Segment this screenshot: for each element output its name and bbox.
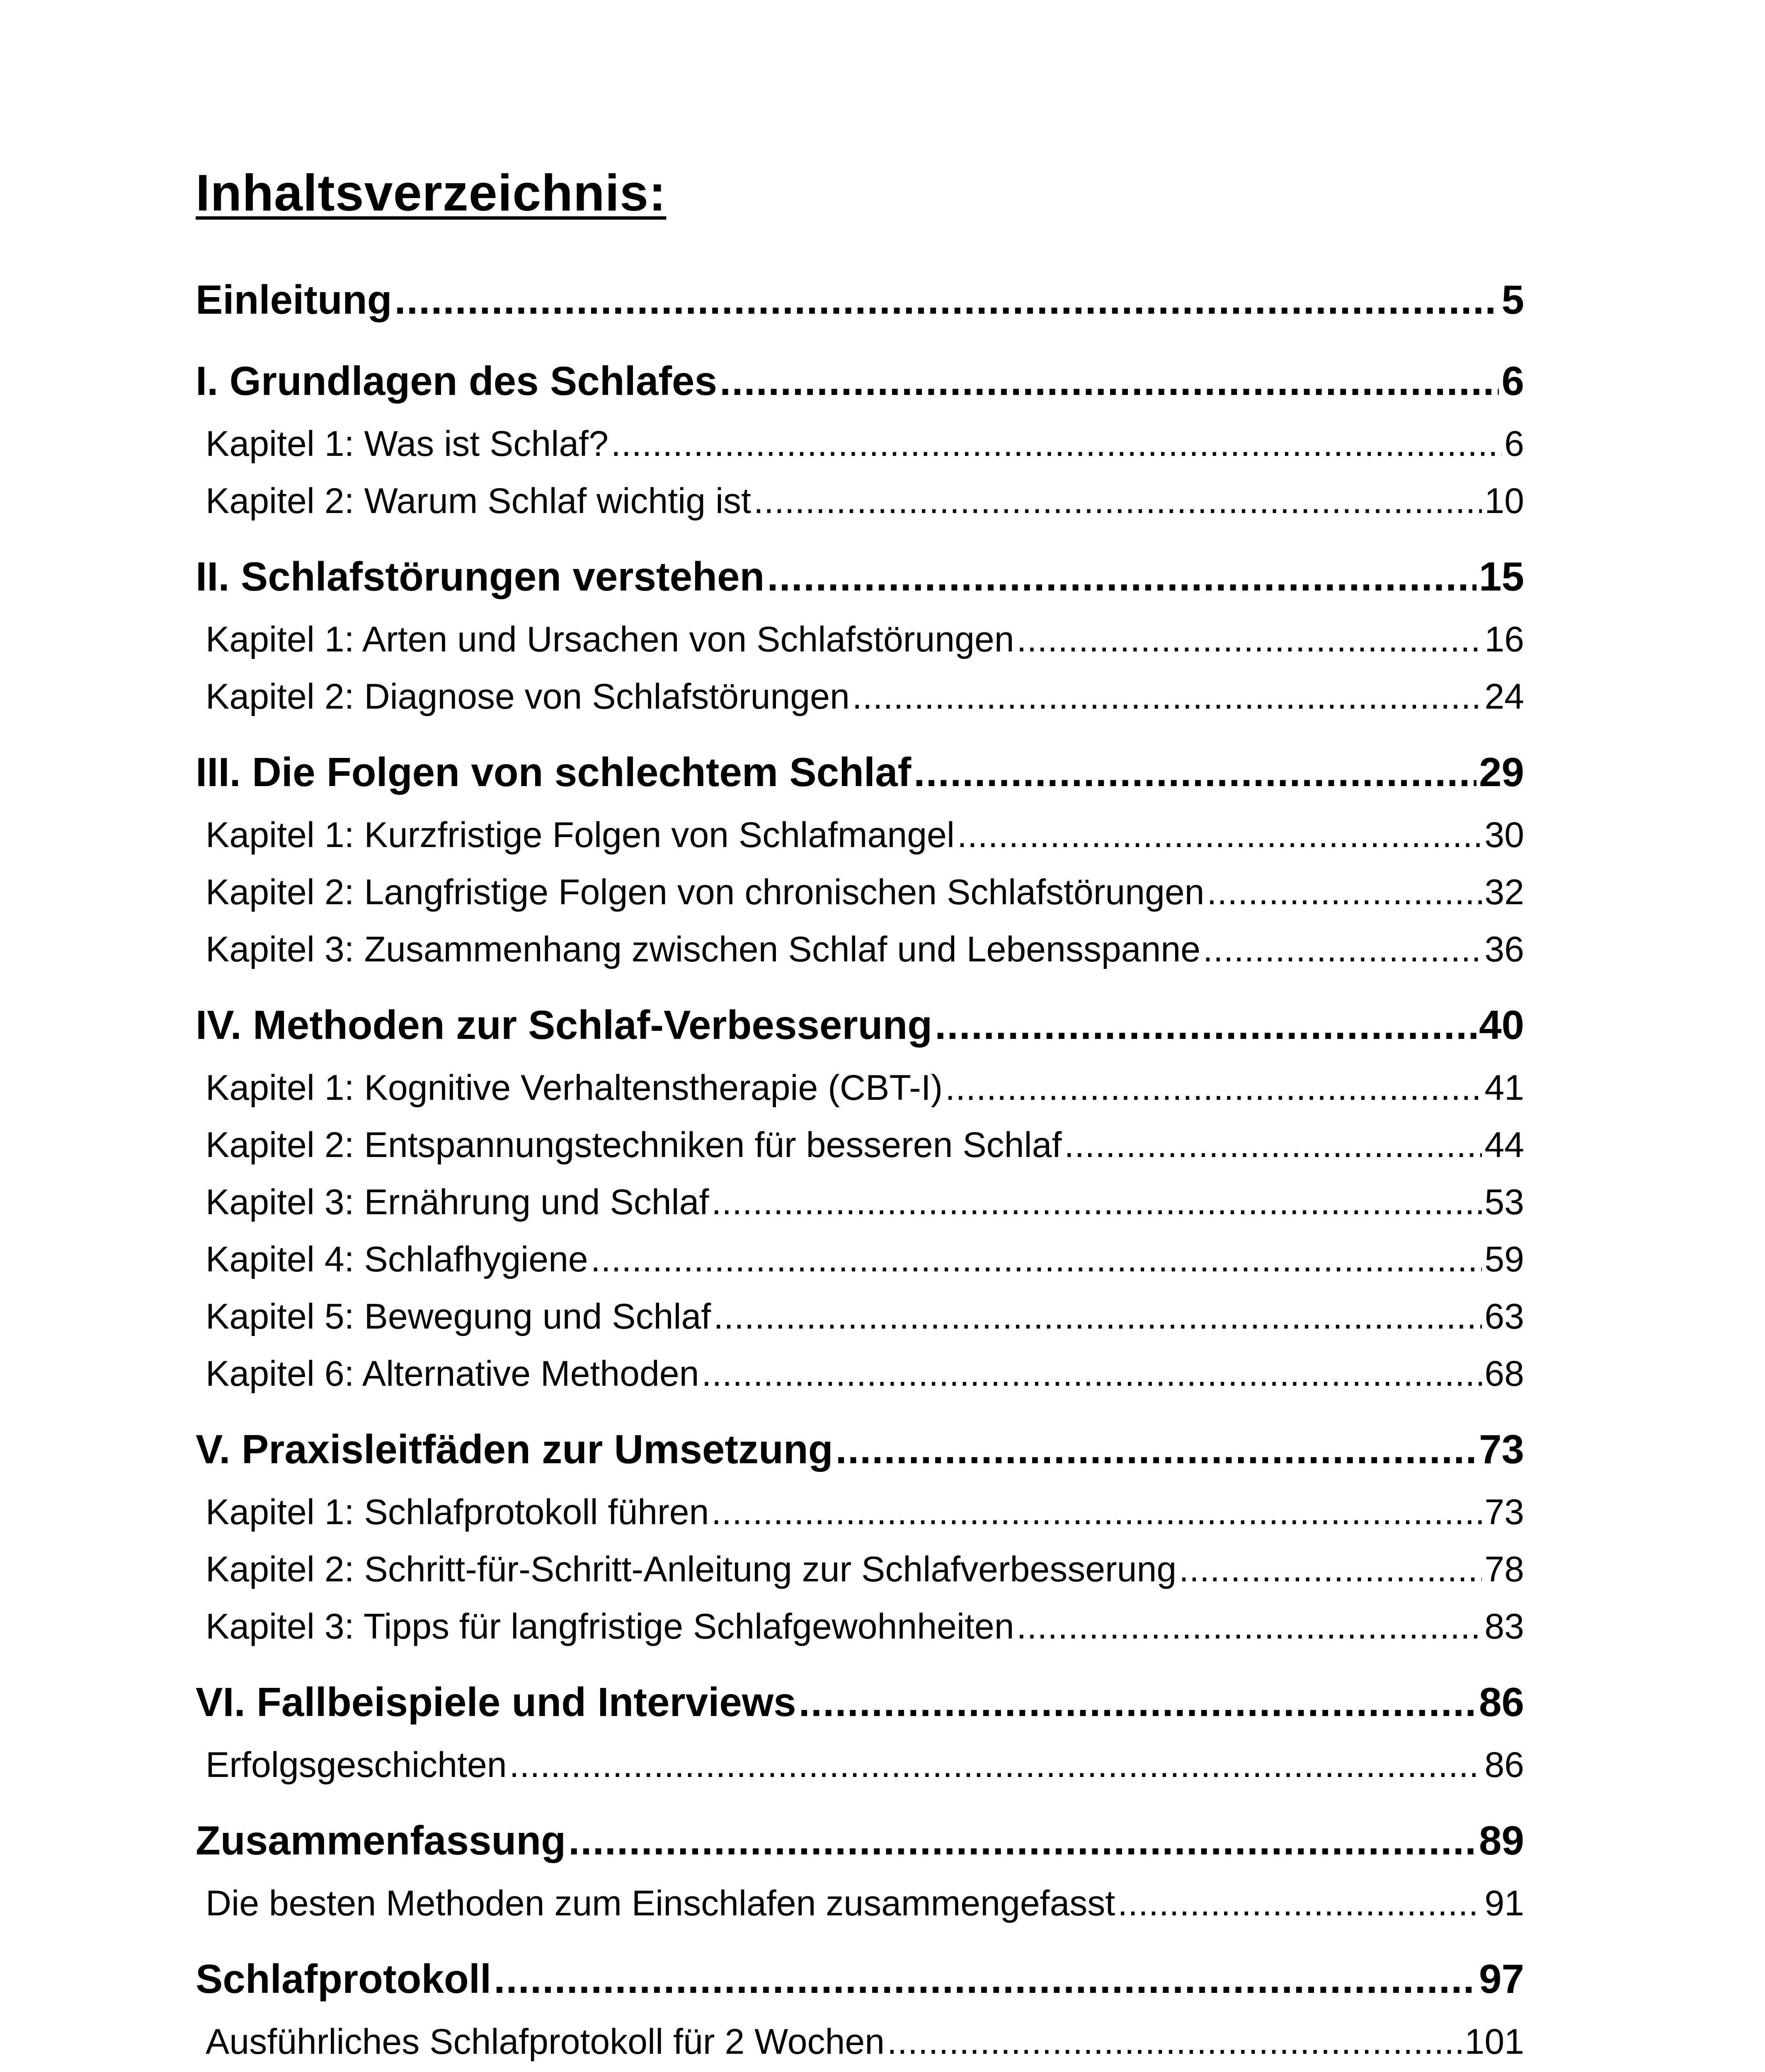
toc-section-entry[interactable] [196,990,1524,1059]
toc-chapter-label: Kapitel 1: Schlafprotokoll führen [206,1492,709,1532]
toc-section-entry[interactable] [196,265,1524,334]
toc-chapter-page: 41 [1484,1068,1524,1108]
toc-chapter-page: 59 [1484,1239,1524,1279]
toc-section-page: 86 [1479,1679,1524,1725]
toc-section-page: 5 [1501,277,1524,322]
toc-chapter-entry[interactable] [196,1598,1524,1655]
toc-chapter-entry[interactable] [196,1059,1524,1116]
toc-section-entry[interactable] [196,542,1524,611]
toc-chapter-entry[interactable] [196,2013,1524,2070]
toc-chapter-entry[interactable] [196,921,1524,978]
toc-chapter-entry[interactable] [196,1736,1524,1794]
toc-chapter-page: 6 [1504,424,1524,464]
toc-title: Inhaltsverzeichnis: [196,165,667,222]
toc-chapter-label: Kapitel 1: Was ist Schlaf? [206,424,609,464]
toc-chapter-entry[interactable] [196,1174,1524,1231]
toc-section-label: Zusammenfassung [196,1818,566,1863]
toc-chapter-entry[interactable] [196,806,1524,864]
toc-chapter-label: Kapitel 5: Bewegung und Schlaf [206,1297,711,1336]
toc-dot-leader [935,990,1476,1059]
toc-chapter-label: Kapitel 2: Schritt-für-Schritt-Anleitung zur Schlafverbesserung [206,1549,1177,1589]
toc-chapter-page: 73 [1484,1492,1524,1532]
toc-chapter-entry[interactable] [196,415,1524,472]
toc-section-entry[interactable] [196,1415,1524,1484]
toc-dot-leader [1203,921,1482,978]
toc-dot-leader [720,346,1499,415]
toc-chapter-label: Kapitel 1: Kurzfristige Folgen von Schlafmangel [206,815,955,855]
toc-chapter-page: 53 [1484,1182,1524,1222]
toc-chapter-entry[interactable] [196,1541,1524,1598]
toc-dot-leader [1064,1116,1482,1174]
toc-dot-leader [568,1806,1476,1875]
toc-chapter-label: Kapitel 2: Diagnose von Schlafstörungen [206,677,850,716]
toc-chapter-page: 30 [1484,815,1524,855]
toc-chapter-label: Kapitel 2: Langfristige Folgen von chronischen Schlafstörungen [206,872,1205,912]
toc-section-page: 73 [1479,1426,1524,1472]
toc-dot-leader [784,2070,1462,2072]
toc-section-label: Schlafprotokoll [196,1956,492,2002]
toc-chapter-label: Kapitel 2: Entspannungstechniken für besseren Schlaf [206,1125,1062,1165]
toc-chapter-entry[interactable] [196,611,1524,668]
toc-chapter-page: 36 [1484,929,1524,969]
toc-dot-leader [914,738,1476,806]
toc-dot-leader [945,1059,1482,1116]
toc-chapter-label: Kapitel 3: Ernährung und Schlaf [206,1182,709,1222]
toc-dot-leader [713,1288,1482,1345]
toc-chapter-page: 91 [1484,1883,1524,1923]
table-of-contents [196,265,1524,2072]
toc-chapter-label: Kapitel 3: Tipps für langfristige Schlafgewohnheiten [206,1607,1014,1646]
toc-section-entry[interactable] [196,1668,1524,1736]
toc-chapter-label: Ausführliches Schlafprotokoll für 2 Wochen [206,2022,885,2062]
toc-section-page: 89 [1479,1818,1524,1863]
toc-chapter-label: Kapitel 1: Arten und Ursachen von Schlafstörungen [206,620,1014,659]
toc-dot-leader [754,472,1482,530]
toc-chapter-label: Erfolgsgeschichten [206,1745,507,1785]
toc-section-page: 15 [1479,554,1524,599]
toc-dot-leader [799,1668,1476,1736]
toc-chapter-entry[interactable] [196,472,1524,530]
toc-chapter-page: 44 [1484,1125,1524,1165]
toc-section-label: Einleitung [196,277,392,322]
toc-chapter-label: Kapitel 6: Alternative Methoden [206,1354,699,1394]
toc-chapter-page: 78 [1484,1549,1524,1589]
toc-section-label: VI. Fallbeispiele und Interviews [196,1679,796,1725]
toc-chapter-entry[interactable] [196,668,1524,725]
toc-dot-leader [591,1231,1482,1288]
toc-section-label: V. Praxisleitfäden zur Umsetzung [196,1426,833,1472]
toc-dot-leader [494,1944,1476,2013]
toc-chapter-entry[interactable] [196,864,1524,921]
toc-chapter-label: Kapitel 3: Zusammenhang zwischen Schlaf und Lebensspanne [206,929,1200,969]
toc-chapter-page: 10 [1484,481,1524,521]
toc-chapter-entry[interactable] [196,1345,1524,1402]
toc-chapter-entry[interactable] [196,1116,1524,1174]
toc-dot-leader [957,806,1482,864]
toc-dot-leader [395,265,1499,334]
toc-section-page: 40 [1479,1002,1524,1048]
toc-chapter-page: 68 [1484,1354,1524,1394]
toc-section-entry[interactable] [196,738,1524,806]
toc-chapter-entry[interactable] [196,1288,1524,1345]
toc-dot-leader [887,2013,1462,2070]
toc-chapter-entry[interactable] [196,2070,1524,2072]
toc-chapter-label: Die besten Methoden zum Einschlafen zusammengefasst [206,1883,1115,1923]
toc-section-page: 97 [1479,1956,1524,2002]
toc-section-label: I. Grundlagen des Schlafes [196,358,718,404]
toc-dot-leader [767,542,1476,611]
toc-chapter-label: Kapitel 2: Warum Schlaf wichtig ist [206,481,751,521]
toc-section-entry[interactable] [196,1944,1524,2013]
toc-dot-leader [1118,1875,1482,1932]
toc-dot-leader [852,668,1482,725]
toc-section-label: III. Die Folgen von schlechtem Schlaf [196,749,912,795]
toc-dot-leader [1207,864,1482,921]
toc-dot-leader [1017,1598,1482,1655]
toc-chapter-page: 86 [1484,1745,1524,1785]
toc-chapter-page: 24 [1484,677,1524,716]
toc-chapter-page [1465,2070,1525,2072]
toc-chapter-entry[interactable] [196,1231,1524,1288]
toc-dot-leader [836,1415,1476,1484]
toc-section-page: 29 [1479,749,1524,795]
toc-chapter-page: 63 [1484,1297,1524,1336]
toc-chapter-page: 83 [1484,1607,1524,1646]
toc-chapter-entry[interactable] [196,1484,1524,1541]
toc-dot-leader [701,1345,1482,1402]
toc-dot-leader [711,1484,1482,1541]
toc-section-label: IV. Methoden zur Schlaf-Verbesserung [196,1002,933,1048]
toc-section-entry[interactable] [196,1806,1524,1875]
toc-dot-leader [1017,611,1482,668]
toc-dot-leader [611,415,1502,472]
toc-chapter-page: 32 [1484,872,1524,912]
toc-section-label: II. Schlafstörungen verstehen [196,554,765,599]
toc-section-entry[interactable] [196,346,1524,415]
toc-chapter-label [206,2070,781,2072]
toc-chapter-label: Kapitel 1: Kognitive Verhaltenstherapie (CBT-I) [206,1068,943,1108]
toc-dot-leader [711,1174,1482,1231]
toc-section-page: 6 [1501,358,1524,404]
toc-dot-leader [509,1736,1482,1794]
toc-chapter-page: 16 [1484,620,1524,659]
toc-chapter-entry[interactable] [196,1875,1524,1932]
toc-chapter-label: Kapitel 4: Schlafhygiene [206,1239,588,1279]
toc-dot-leader [1179,1541,1482,1598]
toc-chapter-page: 101 [1464,2022,1524,2062]
